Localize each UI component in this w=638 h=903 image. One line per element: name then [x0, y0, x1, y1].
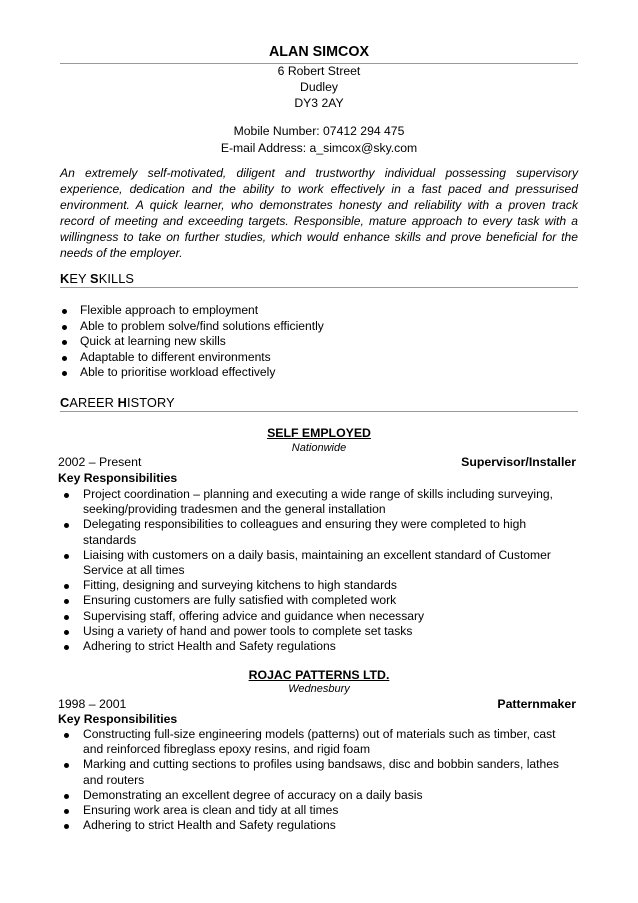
- key-skills-list: [60, 303, 580, 381]
- mobile-number: Mobile Number: 07412 294 475: [233, 124, 405, 138]
- career-history-divider: [60, 411, 578, 412]
- job-title: Supervisor/Installer: [461, 455, 576, 469]
- list-item: Project coordination – planning and executing a wide range of skills including surveying, seeking/providing tradesmen and the general installation: [62, 487, 578, 517]
- career-history-heading: CAREER HISTORY: [60, 395, 175, 410]
- candidate-name: ALAN SIMCOX: [268, 44, 370, 60]
- list-item: Using a variety of hand and power tools to complete set tasks: [62, 624, 578, 639]
- list-item: Constructing full-size engineering models (patterns) out of materials such as timber, cast and reinforced fibreglass epoxy resins, and rigid foam: [62, 727, 578, 757]
- key-responsibilities-label: Key Responsibilities: [58, 471, 178, 485]
- key-skills-divider: [60, 287, 578, 288]
- list-item: Delegating responsibilities to colleagues and ensuring they were completed to high standards: [62, 517, 578, 547]
- list-item: Ensuring work area is clean and tidy at all times: [62, 803, 578, 818]
- job-line: [58, 455, 576, 469]
- address-line: 6 Robert Street: [277, 64, 361, 78]
- employer-location: Nationwide: [291, 442, 347, 454]
- list-item: Liaising with customers on a daily basis, maintaining an excellent standard of Customer Service at all times: [62, 548, 578, 578]
- key-skills-heading: KEY SKILLS: [60, 271, 135, 286]
- employer-location: Wednesbury: [288, 683, 350, 695]
- list-item: Able to prioritise workload effectively: [60, 365, 580, 381]
- address-line: Dudley: [300, 79, 338, 94]
- list-item: Marking and cutting sections to profiles using bandsaws, disc and bobbin sanders, lathes and routers: [62, 757, 578, 787]
- job-title: Patternmaker: [497, 697, 576, 711]
- key-responsibilities-label: Key Responsibilities: [58, 712, 178, 726]
- list-item: Able to problem solve/find solutions efficiently: [60, 319, 580, 335]
- job-line: [58, 697, 576, 711]
- responsibilities-list: [62, 727, 578, 833]
- responsibilities-list: [62, 487, 578, 654]
- list-item: Ensuring customers are fully satisfied with completed work: [62, 593, 578, 608]
- postal-address: [0, 64, 638, 111]
- personal-summary: An extremely self-motivated, diligent and trustworthy individual possessing supervisory experience, dedication and the ability to work effectively in a fast paced and pressurised environment. A quick learner, who demonstrates honesty and reliability with a proven track record of meeting and exceeding targets. Responsible, mature approach to every task with a willingness to take on further studies, which would enhance skills and prove beneficial for the needs of the employer.: [60, 166, 578, 260]
- list-item: Flexible approach to employment: [60, 303, 580, 319]
- list-item: Adhering to strict Health and Safety regulations: [62, 818, 578, 833]
- list-item: Demonstrating an excellent degree of accuracy on a daily basis: [62, 788, 578, 803]
- address-line: DY3 2AY: [294, 95, 344, 110]
- job-dates: 1998 – 2001: [58, 697, 127, 711]
- list-item: Adhering to strict Health and Safety regulations: [62, 639, 578, 654]
- email-address: E-mail Address: a_simcox@sky.com: [220, 140, 418, 155]
- employer-name: ROJAC PATTERNS LTD.: [248, 668, 390, 682]
- list-item: Quick at learning new skills: [60, 334, 580, 350]
- list-item: Adaptable to different environments: [60, 350, 580, 366]
- contact-details: [0, 123, 638, 156]
- list-item: Fitting, designing and surveying kitchens to high standards: [62, 578, 578, 593]
- list-item: Supervising staff, offering advice and guidance when necessary: [62, 609, 578, 624]
- job-dates: 2002 – Present: [58, 455, 142, 469]
- employer-name: SELF EMPLOYED: [267, 426, 371, 440]
